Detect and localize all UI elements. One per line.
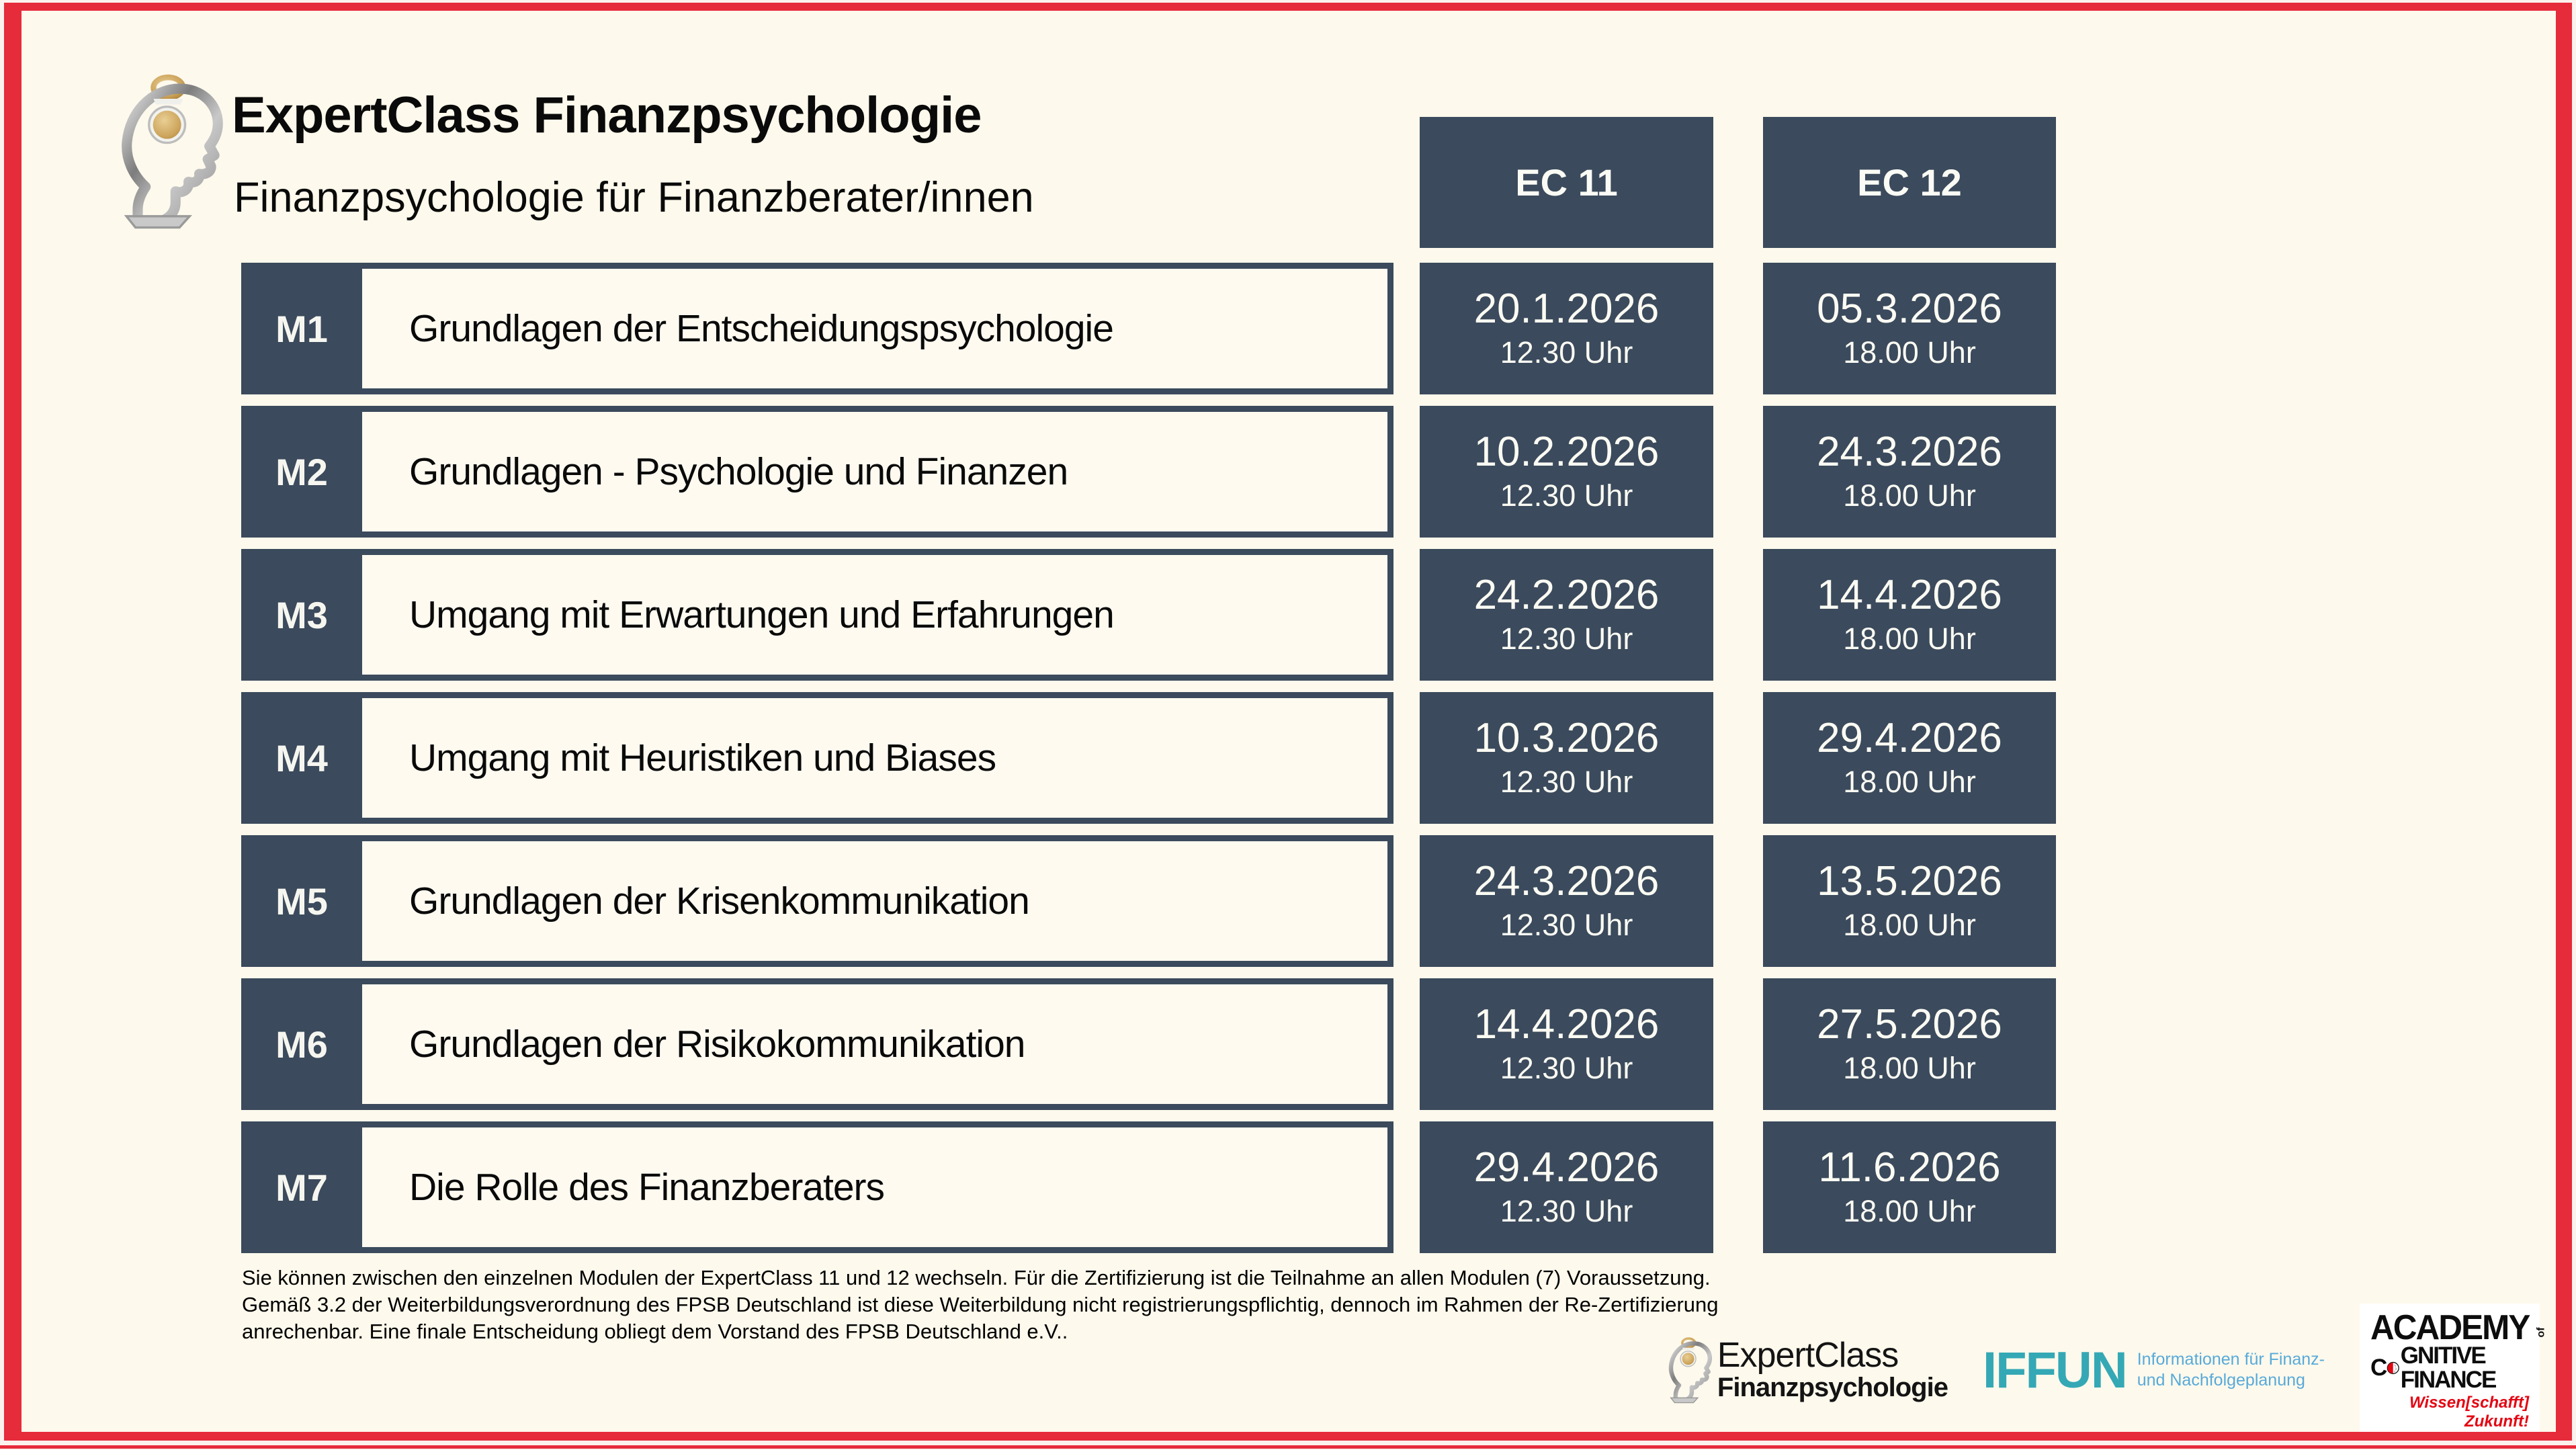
academy-line2-prefix: C	[2370, 1355, 2387, 1381]
academy-logo	[2360, 1304, 2547, 1437]
module-title-box	[362, 555, 1387, 675]
column-header-ec12: EC 12	[1763, 117, 2056, 248]
brain-icon	[2387, 1359, 2399, 1377]
module-number: M2	[275, 450, 328, 493]
module-number: M3	[275, 593, 328, 636]
session-date: 14.4.2026	[1817, 572, 2002, 618]
session-time: 12.30 Uhr	[1500, 1194, 1633, 1228]
session-box-ec11	[1420, 549, 1713, 681]
footnote	[242, 1265, 1868, 1345]
session-time: 12.30 Uhr	[1500, 622, 1633, 656]
session-box-ec11	[1420, 1121, 1713, 1253]
module-row	[241, 835, 1393, 967]
module-number: M1	[275, 307, 328, 350]
session-time: 12.30 Uhr	[1500, 908, 1633, 942]
module-title-box	[362, 269, 1387, 388]
session-box-ec12	[1763, 1121, 2056, 1253]
session-time: 18.00 Uhr	[1843, 1051, 1976, 1085]
session-box-ec12	[1763, 835, 2056, 967]
session-box-ec12	[1763, 263, 2056, 394]
module-title: Umgang mit Erwartungen und Erfahrungen	[409, 593, 1114, 636]
footnote-line: Gemäß 3.2 der Weiterbildungsverordnung des FPSB Deutschland ist diese Weiterbildung nicht registrierungspflichtig, dennoch im Rahmen der Re-Zertifizierung	[242, 1293, 1719, 1316]
module-title-box	[362, 1127, 1387, 1247]
module-row	[241, 692, 1393, 824]
session-date: 24.3.2026	[1473, 858, 1660, 904]
page-title: ExpertClass Finanzpsychologie	[232, 87, 982, 144]
module-number: M4	[275, 736, 328, 779]
module-title: Grundlagen - Psychologie und Finanzen	[409, 450, 1068, 493]
session-box-ec11	[1420, 835, 1713, 967]
module-row	[241, 978, 1393, 1110]
session-box-ec12	[1763, 406, 2056, 538]
module-title: Die Rolle des Finanzberaters	[409, 1166, 885, 1209]
session-date: 14.4.2026	[1473, 1001, 1660, 1048]
academy-line2-suffix: GNITIVE FINANCE	[2400, 1342, 2496, 1393]
date-column-ec12	[1763, 117, 2056, 1253]
iffun-tagline-line1: Informationen für Finanz-	[2137, 1350, 2325, 1369]
footnote-line: anrechenbar. Eine finale Entscheidung obliegt dem Vorstand des FPSB Deutschland e.V..	[242, 1320, 1068, 1343]
bottom-accent-line	[0, 1445, 2576, 1449]
module-number: M5	[275, 880, 328, 923]
session-box-ec11	[1420, 263, 1713, 394]
session-date: 24.3.2026	[1817, 429, 2002, 475]
column-header-ec11: EC 11	[1420, 117, 1713, 248]
session-box-ec11	[1420, 692, 1713, 824]
session-time: 18.00 Uhr	[1843, 908, 1976, 942]
session-time: 12.30 Uhr	[1500, 335, 1633, 370]
expertclass-logo-line2: Finanzpsychologie	[1717, 1373, 1948, 1402]
session-date: 10.3.2026	[1473, 715, 1660, 761]
module-column	[241, 263, 1393, 1253]
module-title: Grundlagen der Krisenkommunikation	[409, 880, 1029, 923]
session-date: 29.4.2026	[1473, 1144, 1660, 1191]
module-row	[241, 1121, 1393, 1253]
module-number: M7	[275, 1166, 328, 1209]
expertclass-logo-line1: ExpertClass	[1717, 1336, 1899, 1375]
module-title-box	[362, 984, 1387, 1104]
session-date: 11.6.2026	[1818, 1144, 2001, 1191]
session-time: 18.00 Uhr	[1843, 765, 1976, 799]
head-coin-logo	[113, 74, 226, 230]
module-number: M6	[275, 1023, 328, 1066]
session-date: 24.2.2026	[1473, 572, 1660, 618]
session-box-ec12	[1763, 978, 2056, 1110]
module-title-box	[362, 412, 1387, 531]
expertclass-logo	[1665, 1337, 1948, 1404]
session-date: 10.2.2026	[1473, 429, 1660, 475]
page-subtitle: Finanzpsychologie für Finanzberater/innen	[234, 174, 1034, 221]
session-time: 12.30 Uhr	[1500, 478, 1633, 513]
iffun-tagline-line2: und Nachfolgeplanung	[2137, 1371, 2305, 1390]
session-date: 27.5.2026	[1817, 1001, 2002, 1048]
module-row	[241, 549, 1393, 681]
date-column-ec11	[1420, 117, 1713, 1253]
session-time: 18.00 Uhr	[1843, 335, 1976, 370]
module-title: Grundlagen der Risikokommunikation	[409, 1023, 1025, 1066]
academy-tagline: Wissen[schafft] Zukunft!	[2409, 1394, 2529, 1431]
module-row	[241, 263, 1393, 394]
module-title-box	[362, 841, 1387, 961]
head-coin-icon	[1665, 1337, 1713, 1404]
session-time: 18.00 Uhr	[1843, 1194, 1976, 1228]
academy-wordmark: ACADEMY	[2370, 1308, 2530, 1347]
session-date: 13.5.2026	[1817, 858, 2002, 904]
session-box-ec11	[1420, 406, 1713, 538]
session-date: 29.4.2026	[1817, 715, 2002, 761]
session-time: 12.30 Uhr	[1500, 1051, 1633, 1085]
session-box-ec12	[1763, 692, 2056, 824]
session-box-ec12	[1763, 549, 2056, 681]
module-title: Grundlagen der Entscheidungspsychologie	[409, 307, 1113, 350]
session-time: 12.30 Uhr	[1500, 765, 1633, 799]
module-title: Umgang mit Heuristiken und Biases	[409, 736, 996, 779]
session-time: 18.00 Uhr	[1843, 622, 1976, 656]
session-date: 05.3.2026	[1817, 286, 2002, 332]
module-row	[241, 406, 1393, 538]
session-box-ec11	[1420, 978, 1713, 1110]
session-date: 20.1.2026	[1473, 286, 1660, 332]
module-title-box	[362, 698, 1387, 818]
academy-of: of	[2535, 1327, 2547, 1338]
iffun-logo	[1983, 1341, 2325, 1400]
iffun-wordmark: IFFUN	[1982, 1341, 2127, 1399]
footer-logos	[1665, 1304, 2547, 1437]
footnote-line: Sie können zwischen den einzelnen Modulen der ExpertClass 11 und 12 wechseln. Für die Zertifizierung ist die Teilnahme an allen Modulen (7) Voraussetzung.	[242, 1266, 1711, 1289]
session-time: 18.00 Uhr	[1843, 478, 1976, 513]
